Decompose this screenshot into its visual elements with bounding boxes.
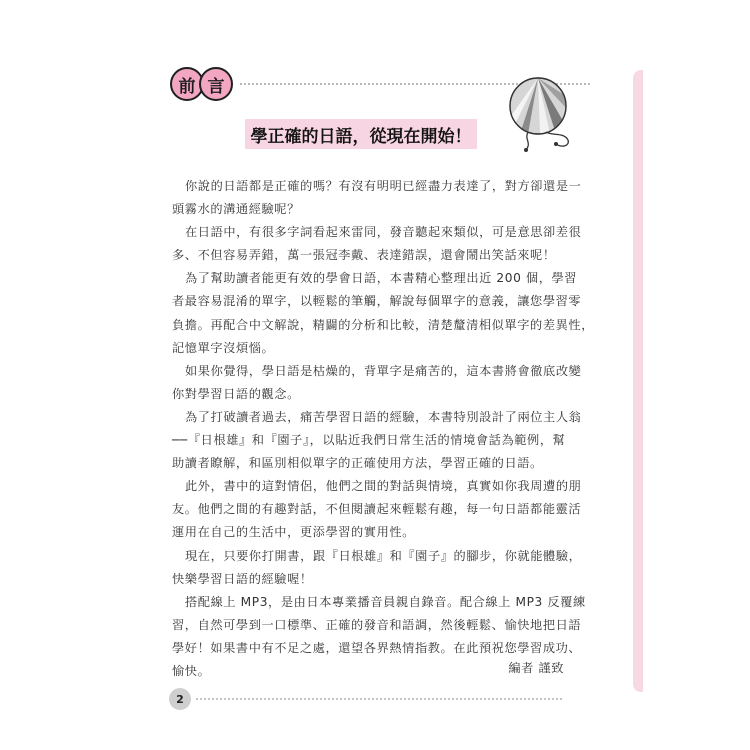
page-number: 2 bbox=[169, 688, 191, 710]
text-line: 你說的日語都是正確的嗎？有沒有明明已經盡力表達了，對方卻還是一 bbox=[185, 179, 582, 193]
text-line: 為了幫助讀者能更有效的學會日語，本書精心整理出近 200 個，學習 bbox=[185, 271, 578, 286]
text-line: ──『日根雄』和『園子』，以貼近我們日常生活的情境會話為範例，幫 bbox=[172, 433, 566, 448]
page-edge-strip bbox=[633, 70, 643, 692]
header-char-1: 前 bbox=[170, 67, 204, 101]
header-char-2: 言 bbox=[199, 67, 233, 101]
text-line: 頭霧水的溝通經驗呢？ bbox=[172, 202, 300, 217]
signature: 編者 謹致 bbox=[508, 661, 564, 675]
text-line: 者最容易混淆的單字，以輕鬆的筆觸，解說每個單字的意義，讓您學習零 bbox=[172, 294, 582, 309]
text-line: 學好！如果書中有不足之處，還望各界熱情指教。在此預祝您學習成功、 bbox=[172, 640, 582, 655]
text-line: 在日語中，有很多字詞看起來雷同，發音聽起來類似，可是意思卻差很 bbox=[185, 225, 582, 240]
text-line: 負擔。再配合中文解說，精闢的分析和比較，清楚釐清相似單字的差異性， bbox=[172, 317, 594, 332]
text-line: 如果你覺得，學日語是枯燥的，背單字是痛苦的，這本書將會徹底改變 bbox=[185, 363, 582, 378]
text-line: 助讀者瞭解，和區別相似單字的正確使用方法，學習正確的日語。 bbox=[172, 456, 543, 471]
balloon-ball-icon bbox=[506, 76, 576, 156]
text-line: 愉快。 bbox=[172, 663, 211, 678]
preface-body bbox=[172, 175, 594, 683]
text-line: 現在，只要你打開書，跟『日根雄』和『園子』的腳步，你就能體驗， bbox=[185, 548, 582, 563]
text-line: 友。他們之間的有趣對話，不但閱讀起來輕鬆有趣，每一句日語都能靈活 bbox=[172, 502, 582, 517]
text-line: 記憶單字沒煩惱。 bbox=[172, 340, 275, 355]
page-title: 學正確的日語，從現在開始！ bbox=[250, 126, 472, 147]
text-line: 習，自然可學到一口標準、正確的發音和語調，然後輕鬆、愉快地把日語 bbox=[172, 617, 582, 632]
text-line: 此外，書中的這對情侶，他們之間的對話與情境，真實如你我周遭的朋 bbox=[185, 479, 582, 494]
footer-dotted-line bbox=[196, 698, 562, 700]
text-line: 多、不但容易弄錯，萬一張冠李戴、表達錯誤，還會鬧出笑話來呢！ bbox=[172, 248, 556, 263]
text-line: 運用在自己的生活中，更添學習的實用性。 bbox=[172, 525, 415, 540]
text-line: 搭配線上 MP3，是由日本專業播音員親自錄音。配合線上 MP3 反覆練 bbox=[185, 594, 586, 609]
text-line: 為了打破讀者過去，痛苦學習日語的經驗，本書特別設計了兩位主人翁 bbox=[185, 409, 582, 424]
text-line: 你對學習日語的觀念。 bbox=[172, 386, 300, 401]
text-line: 快樂學習日語的經驗喔！ bbox=[172, 571, 313, 586]
